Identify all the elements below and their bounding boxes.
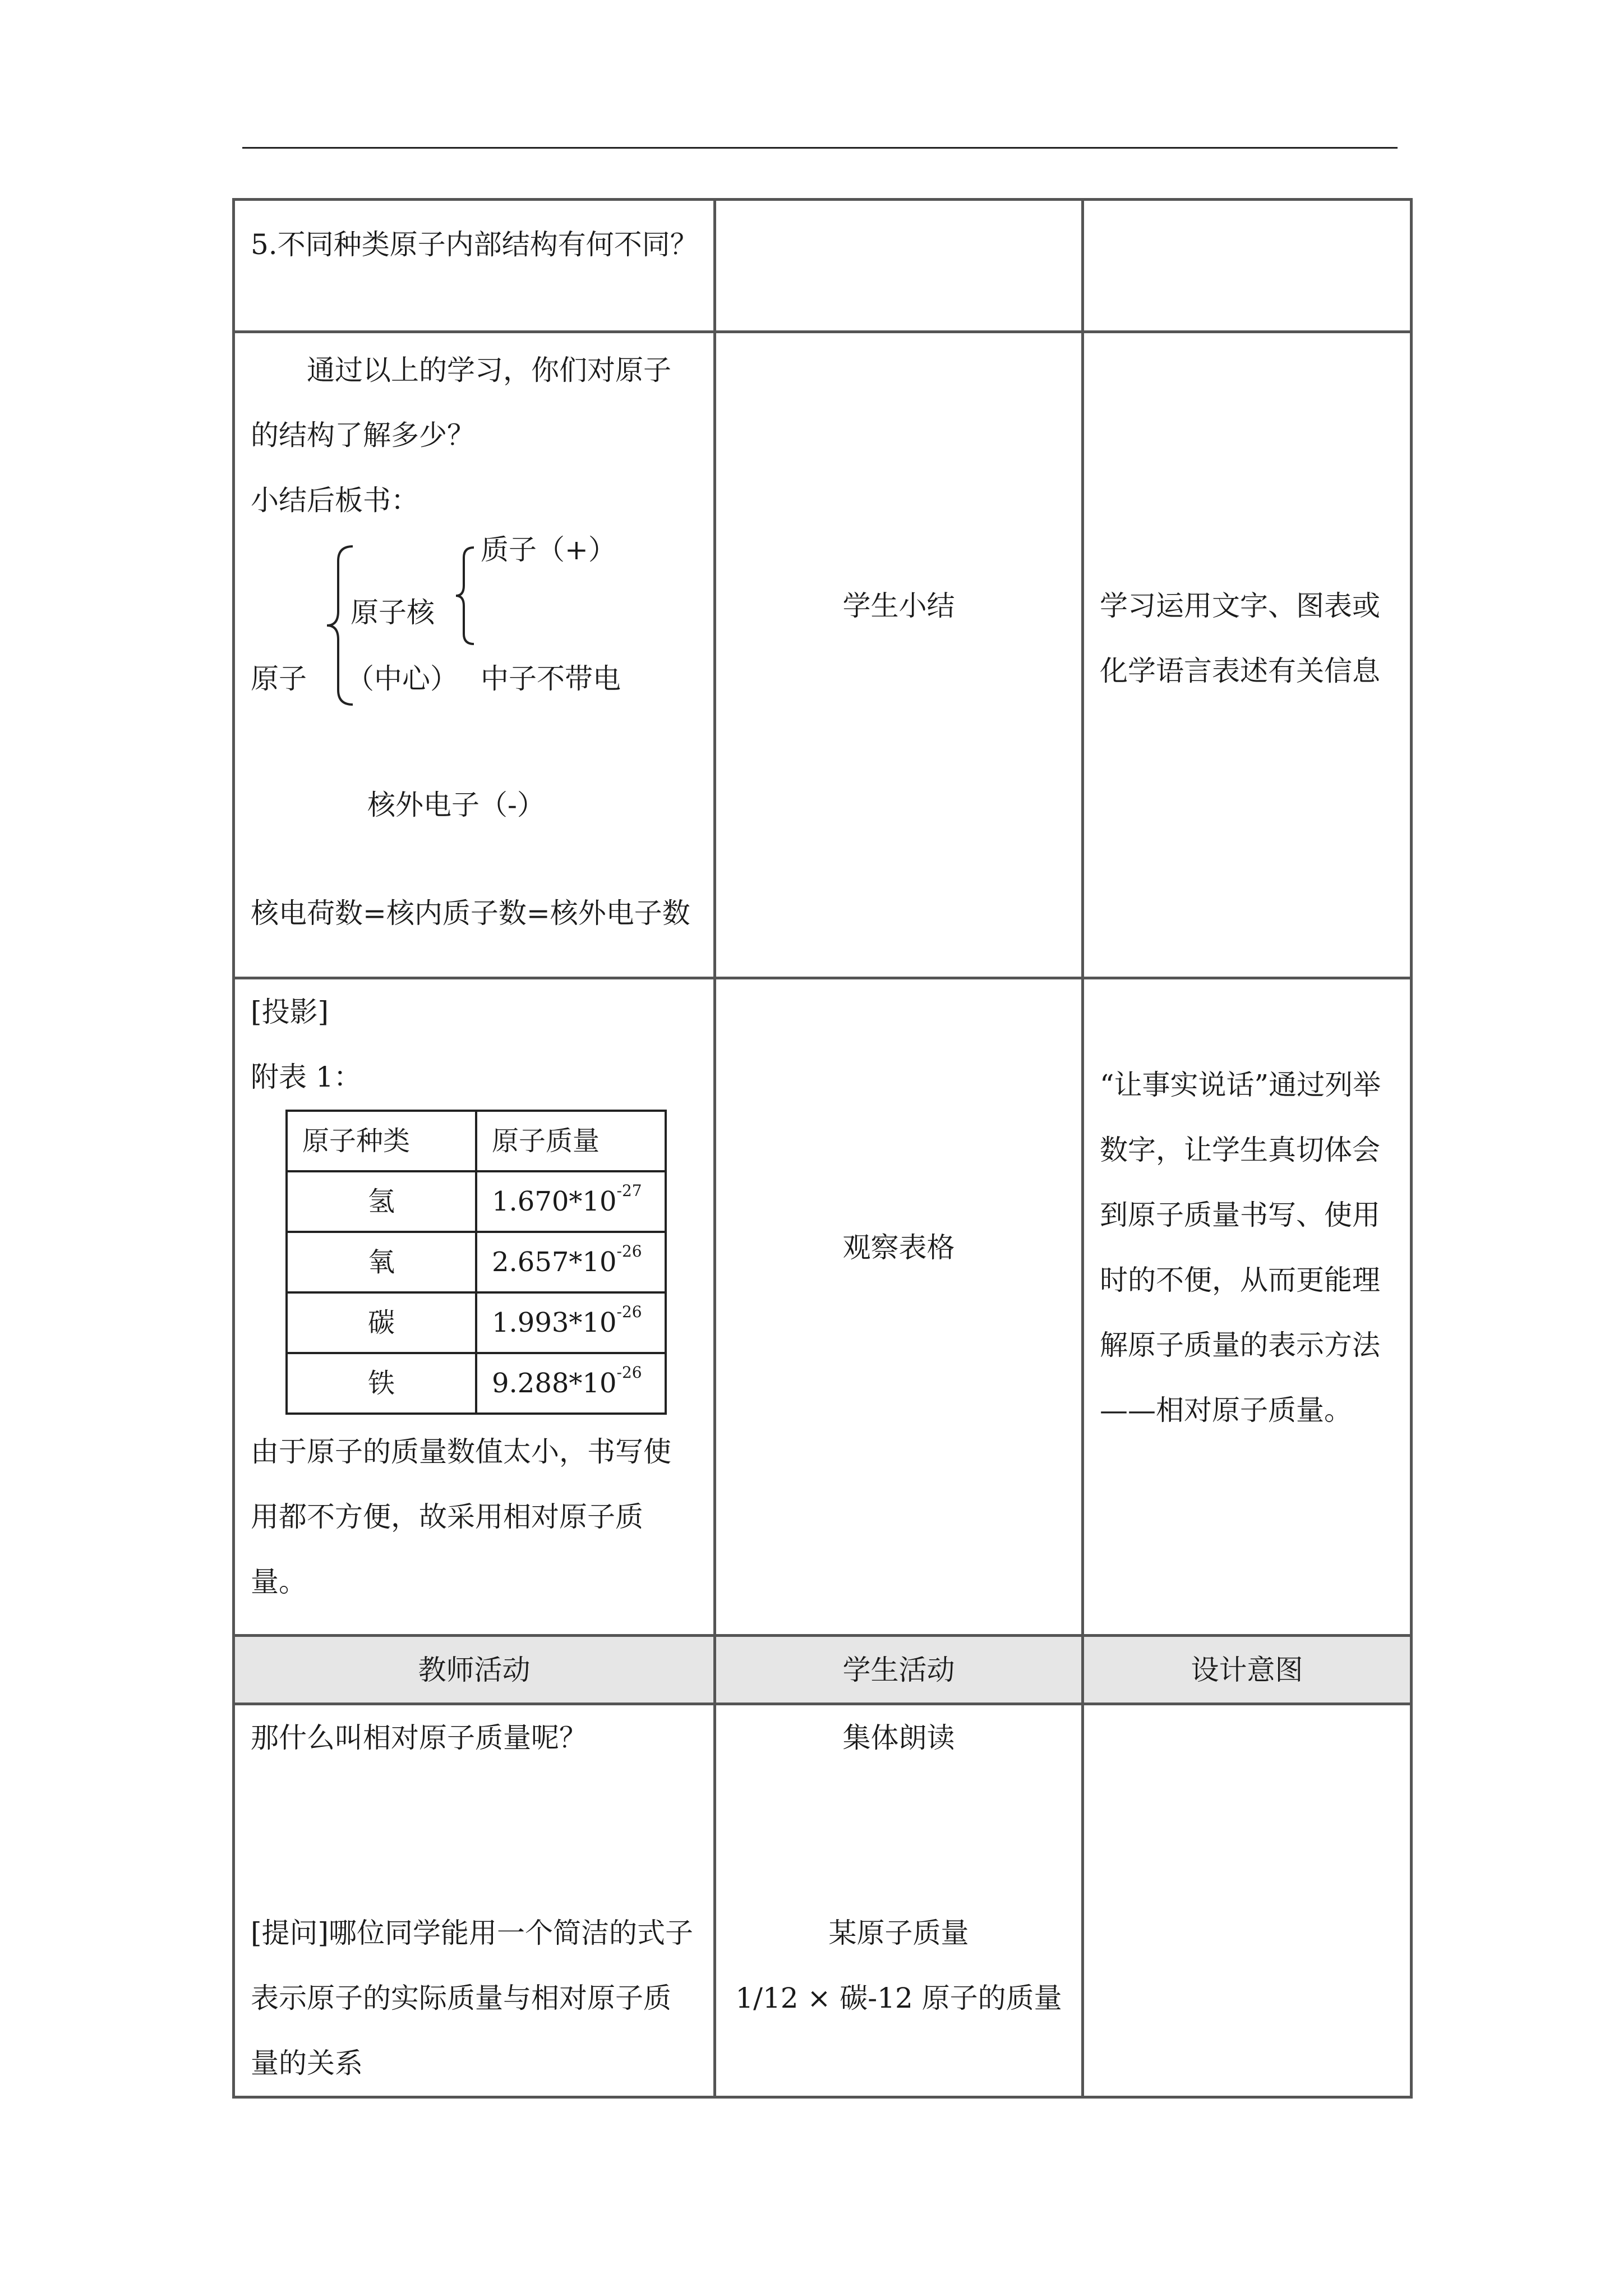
design-intent-cell	[1083, 332, 1412, 978]
student-activity-cell	[715, 978, 1083, 1636]
appendix-title: 附表 1：	[251, 1061, 362, 1093]
atomic-mass-table	[285, 1110, 667, 1415]
teacher-activity-cell	[234, 200, 715, 332]
element-name: 氧	[287, 1232, 476, 1292]
column-header-mass: 原子质量	[476, 1111, 666, 1171]
design-intent-text: “让事实说话”通过列举数字，让学生真切体会到原子质量书写、使用时的不便，从而更能理解原子质量的表示方法——相对原子质量。	[1100, 1069, 1381, 1427]
formula-numerator: 某原子质量	[828, 1917, 969, 1949]
teacher-activity-cell	[234, 332, 715, 978]
design-intent-cell	[1083, 978, 1412, 1636]
student-observe: 观察表格	[842, 1231, 955, 1264]
element-name: 氢	[287, 1171, 476, 1232]
student-activity-cell	[715, 332, 1083, 978]
table-row	[287, 1292, 666, 1353]
design-intent-cell	[1083, 1704, 1412, 2097]
element-name: 铁	[287, 1353, 476, 1414]
mass-explanation: 由于原子的质量数值太小，书写使用都不方便，故采用相对原子质量。	[251, 1435, 671, 1598]
table-row	[287, 1171, 666, 1232]
column-header-teacher: 教师活动	[234, 1636, 715, 1704]
element-name: 碳	[287, 1292, 476, 1353]
table-row	[287, 1353, 666, 1414]
table-header-row	[287, 1111, 666, 1171]
column-header-element: 原子种类	[287, 1111, 476, 1171]
electron-label: 核外电子（-）	[367, 789, 545, 821]
nucleus-label: 原子核	[351, 596, 435, 629]
column-header-design: 设计意图	[1083, 1636, 1412, 1704]
student-activity-cell	[715, 200, 1083, 332]
column-header-student: 学生活动	[715, 1636, 1083, 1704]
teacher-activity-cell	[234, 1704, 715, 2097]
table-row	[234, 200, 1412, 332]
table-header-row	[234, 1636, 1412, 1704]
atomic-mass: $1.993*10^{-26}$	[476, 1292, 666, 1353]
design-intent-text: 学习运用文字、图表或化学语言表述有关信息	[1100, 590, 1380, 687]
read-aloud: 集体朗读	[842, 1722, 955, 1754]
header-rule	[242, 147, 1398, 149]
table-row	[287, 1232, 666, 1292]
table-row	[234, 1704, 1412, 2097]
formula-question: [提问]哪位同学能用一个简洁的式子表示原子的实际质量与相对原子质量的关系	[251, 1917, 694, 2079]
student-summary: 学生小结	[842, 590, 955, 622]
atomic-mass: $9.288*10^{-26}$	[476, 1353, 666, 1414]
question-5: 5.不同种类原子内部结构有何不同？	[251, 228, 698, 261]
teacher-activity-cell	[234, 978, 715, 1636]
outer-brace-icon	[325, 544, 355, 707]
relative-mass-question: 那什么叫相对原子质量呢？	[251, 1722, 587, 1754]
nucleus-note: （中心）	[346, 662, 458, 695]
nucleus-brace-icon	[454, 545, 476, 646]
atomic-mass: $1.670*10^{-27}$	[476, 1171, 666, 1232]
summary-question: 通过以上的学习，你们对原子的结构了解多少？	[251, 354, 671, 452]
charge-equation: 核电荷数=核内质子数=核外电子数	[251, 897, 690, 930]
board-note-label: 小结后板书：	[251, 484, 419, 517]
student-activity-cell	[715, 1704, 1083, 2097]
atomic-mass: $2.657*10^{-26}$	[476, 1232, 666, 1292]
table-row	[234, 332, 1412, 978]
table-row	[234, 978, 1412, 1636]
atom-label: 原子	[251, 662, 307, 695]
proton-label: 质子（+）	[481, 533, 616, 566]
design-intent-cell	[1083, 200, 1412, 332]
formula-denominator: 1/12 × 碳-12 原子的质量	[735, 1982, 1062, 2014]
atom-structure-diagram	[251, 533, 699, 881]
neutron-label: 中子不带电	[481, 662, 621, 695]
lesson-plan-table	[232, 198, 1413, 2099]
projection-label: [投影]	[251, 996, 329, 1028]
